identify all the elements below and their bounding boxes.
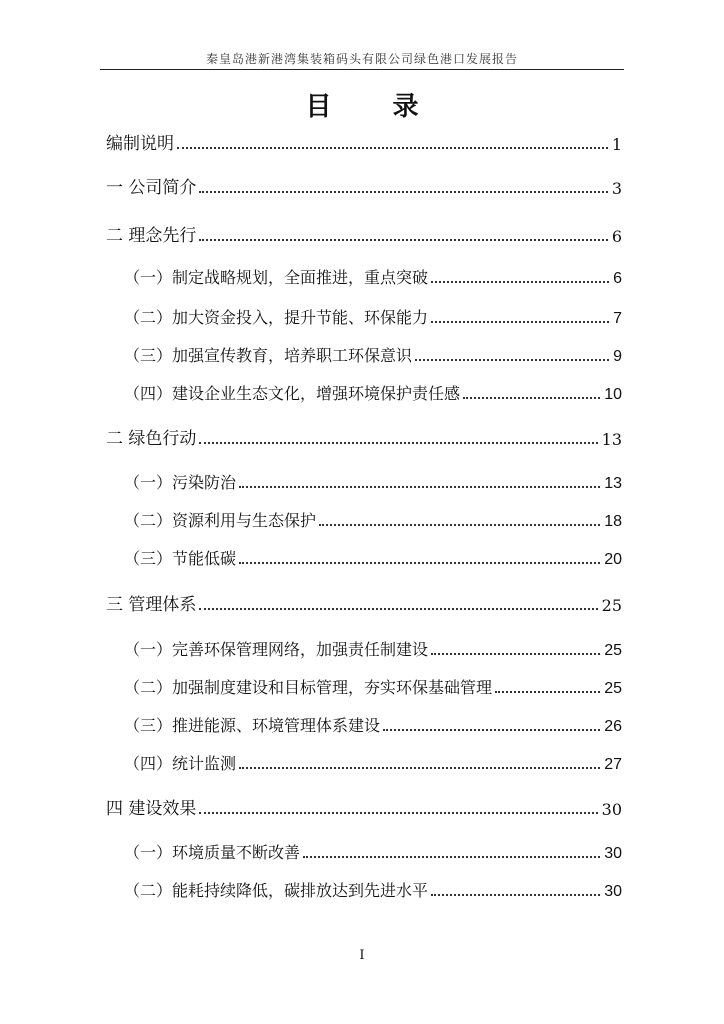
toc-entry-page: 30: [604, 845, 622, 862]
running-header: 秦皇岛港新港湾集装箱码头有限公司绿色港口发展报告: [205, 52, 518, 66]
toc-entry-page: 6: [613, 270, 622, 287]
toc-entry-title: （三）节能低碳: [124, 549, 237, 568]
toc-entry-title: （一）制定战略规划，全面推进，重点突破: [124, 268, 429, 287]
toc-entry-title: 编制说明: [106, 134, 174, 154]
toc-dot-leader: [177, 133, 608, 149]
toc-dot-leader: [383, 715, 600, 731]
toc-entry-page: 9: [613, 348, 622, 365]
toc-dot-leader: [463, 383, 600, 399]
toc-entry-title: （四）统计监测: [124, 754, 237, 773]
toc-entry: [124, 674, 622, 698]
toc-entry-page: 26: [604, 718, 622, 735]
toc-entry: [106, 174, 622, 198]
toc-entry-page: 25: [604, 680, 622, 697]
toc-entry-page: 18: [604, 513, 622, 530]
toc-entry-title: 一 公司简介: [106, 178, 197, 198]
toc-entry: [124, 877, 622, 901]
toc-entry-page: 25: [601, 596, 622, 615]
toc-entry: [124, 839, 622, 863]
toc-entry-title: （二）能耗持续降低，碳排放达到先进水平: [124, 881, 429, 900]
toc-dot-leader: [319, 510, 600, 526]
page-title: 目 录: [305, 92, 445, 122]
toc-entry-page: 25: [604, 642, 622, 659]
toc-entry-title: （二）加大资金投入，提升节能、环保能力: [124, 308, 429, 327]
toc-dot-leader: [431, 307, 609, 323]
toc-entry-page: 7: [613, 310, 622, 327]
toc-entry-page: 13: [604, 475, 622, 492]
toc-entry-page: 10: [604, 386, 622, 403]
toc-entry-page: 13: [601, 430, 622, 449]
toc-entry: [124, 636, 622, 660]
toc-entry-title: 二 理念先行: [106, 226, 197, 246]
page-number: I: [359, 948, 365, 963]
toc-entry: [124, 545, 622, 569]
toc-dot-leader: [239, 753, 600, 769]
toc-entry-title: 三 管理体系: [106, 595, 197, 615]
toc-entry-title: （三）推进能源、环境管理体系建设: [124, 716, 381, 735]
toc-entry-page: 6: [611, 227, 622, 246]
toc-dot-leader: [199, 225, 607, 241]
toc-entry: [124, 380, 622, 404]
toc-entry-title: （二）加强制度建设和目标管理，夯实环保基础管理: [124, 678, 493, 697]
toc-entry-title: （一）污染防治: [124, 473, 237, 492]
toc-entry-title: （二）资源利用与生态保护: [124, 511, 317, 530]
toc-dot-leader: [199, 428, 597, 444]
toc-entry: [106, 795, 622, 819]
toc-entry-page: 1: [611, 135, 622, 154]
toc-entry: [124, 342, 622, 366]
toc-entry-title: （四）建设企业生态文化，增强环境保护责任感: [124, 384, 461, 403]
toc-dot-leader: [431, 267, 609, 283]
toc-entry: [106, 425, 622, 449]
toc-entry-page: 3: [611, 179, 622, 198]
toc-entry-page: 30: [604, 883, 622, 900]
toc-entry: [124, 469, 622, 493]
toc-entry: [124, 507, 622, 531]
toc-dot-leader: [199, 798, 597, 814]
toc-entry-title: 二 绿色行动: [106, 429, 197, 449]
toc-entry: [106, 130, 622, 154]
toc-dot-leader: [239, 472, 600, 488]
header-divider: [100, 69, 624, 70]
toc-entry-title: 四 建设效果: [106, 799, 197, 819]
toc-entry-page: 27: [604, 756, 622, 773]
toc-entry-page: 30: [601, 800, 622, 819]
toc-entry-title: （一）完善环保管理网络，加强责任制建设: [124, 640, 429, 659]
toc-entry: [124, 264, 622, 288]
toc-entry: [106, 591, 622, 615]
toc-entry: [106, 222, 622, 246]
toc-dot-leader: [415, 345, 609, 361]
toc-dot-leader: [495, 677, 600, 693]
toc-dot-leader: [431, 639, 600, 655]
toc-entry-title: （一）环境质量不断改善: [124, 843, 301, 862]
toc-dot-leader: [303, 842, 600, 858]
toc-entry: [124, 712, 622, 736]
toc-entry-page: 20: [604, 551, 622, 568]
toc-dot-leader: [431, 880, 600, 896]
toc-entry-title: （三）加强宣传教育，培养职工环保意识: [124, 346, 413, 365]
toc-entry: [124, 750, 622, 774]
toc-dot-leader: [239, 548, 600, 564]
toc-entry: [124, 304, 622, 328]
toc-dot-leader: [199, 594, 597, 610]
toc-dot-leader: [199, 177, 607, 193]
